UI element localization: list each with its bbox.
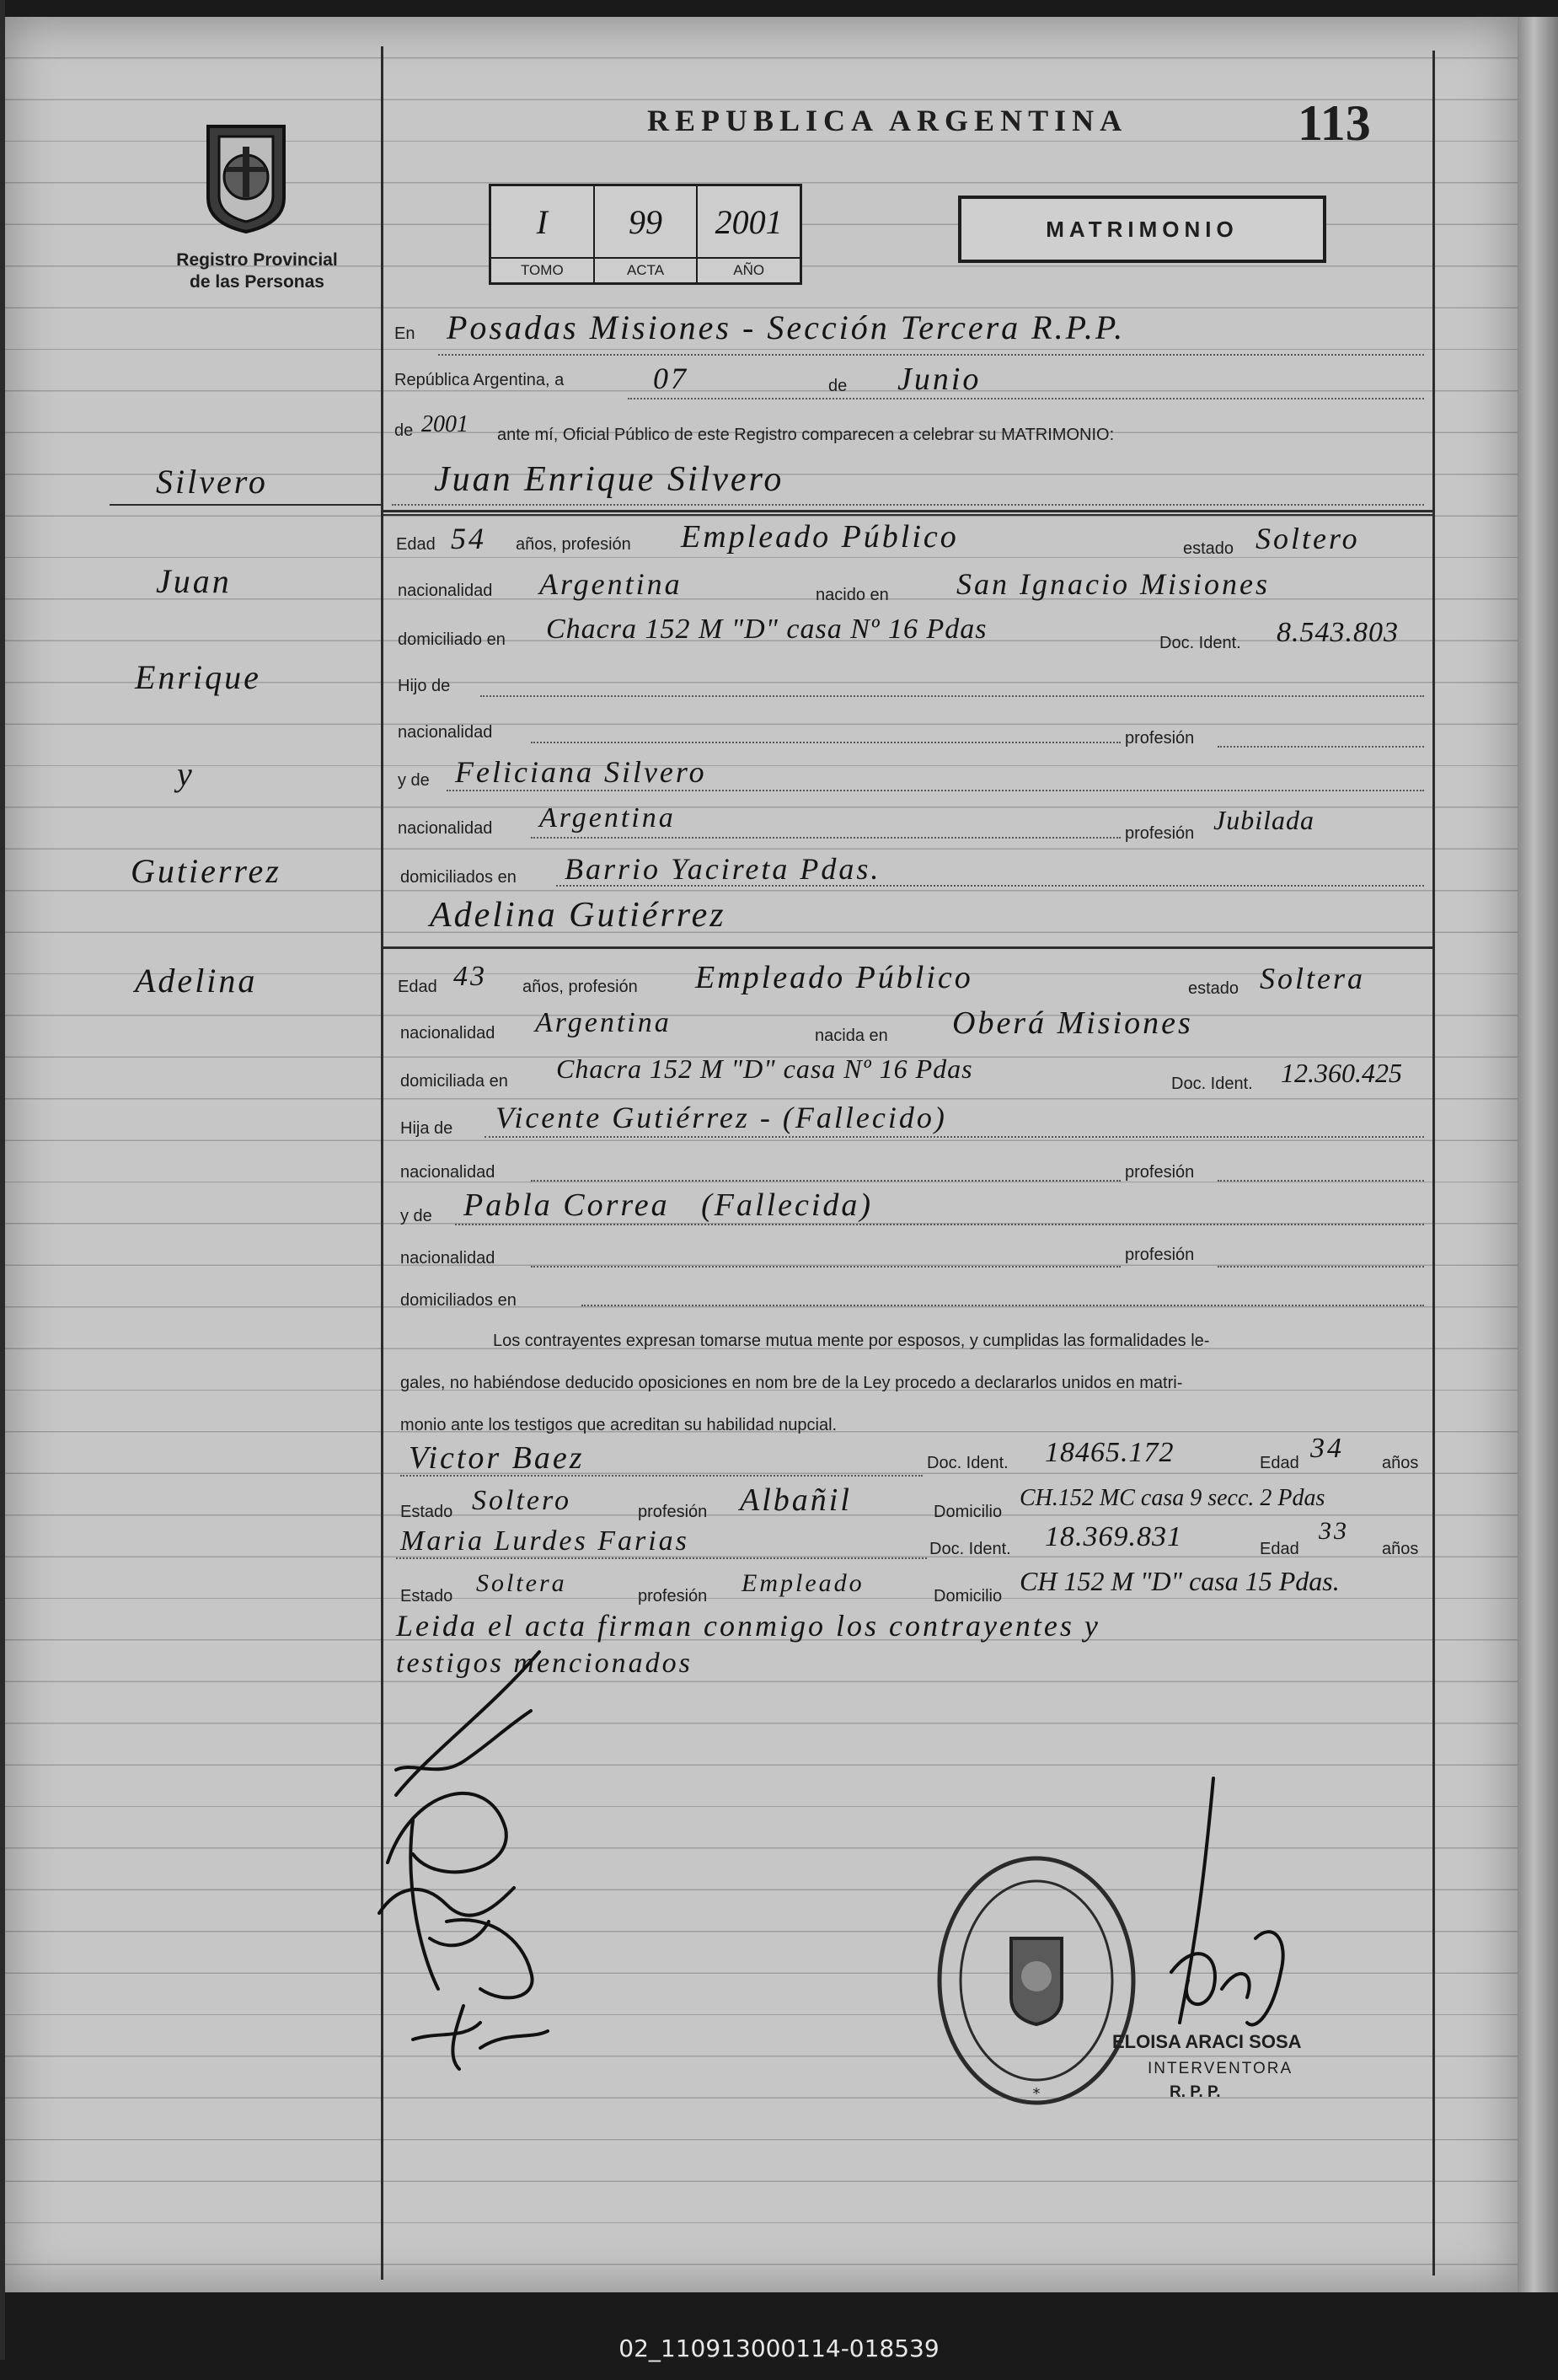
dots [628,398,1424,399]
officer-title: INTERVENTORA [1148,2060,1293,2077]
intro-text: ante mí, Oficial Público de este Registro comparecen a celebrar su MATRIMONIO: [497,426,1115,444]
groom-estado: Soltero [1256,522,1360,555]
signatures-icon [362,1635,581,2073]
bride-nacionalidad: Argentina [535,1007,672,1038]
bride-profesion: Empleado Público [695,960,973,995]
image-caption: 02_110913000114-018539 [618,2334,940,2362]
nacionalidad-label: nacionalidad [398,582,493,600]
groom-doc: 8.543.803 [1277,617,1399,648]
book-edge [1518,17,1558,2292]
groom-madre: Feliciana Silvero [455,755,707,789]
edad-label: Edad [1260,1454,1299,1472]
edad-label: Edad [398,978,437,996]
bride-doc: 12.360.425 [1281,1058,1402,1088]
domicilio-label: domiciliada en [400,1072,508,1091]
rule-groom [381,514,1434,516]
groom-nacido: San Ignacio Misiones [956,567,1270,601]
nac-padre-label: nacionalidad [398,723,493,742]
groom-domicilio-padres: Barrio Yacireta Pdas. [565,852,881,886]
domicilio-padres-label: domiciliados en [400,1291,517,1310]
edad-label: Edad [1260,1540,1299,1558]
estado-label: Estado [400,1503,453,1521]
witness1-profesion: Albañil [740,1482,852,1518]
country-title: REPUBLICA ARGENTINA [647,104,1128,137]
groom-name: Juan Enrique Silvero [434,460,784,499]
registry-emblem-icon [195,118,297,236]
domicilio-label: Domicilio [934,1503,1003,1521]
yde-label: y de [398,771,430,790]
prof-madre-label: profesión [1125,1246,1195,1264]
doc-label: Doc. Ident. [1159,634,1241,652]
dots [396,1557,927,1559]
dots [392,504,1424,506]
hijo-label: Hijo de [398,677,451,695]
prof-padre-label: profesión [1125,729,1195,748]
margin-name-4: y [177,755,195,793]
dots [455,1224,1424,1225]
yde-label: y de [400,1207,432,1225]
witness2-estado: Soltera [476,1569,567,1597]
groom-edad: 54 [451,522,486,555]
svg-text:*: * [1032,2085,1041,2103]
page-number: 113 [1298,95,1371,151]
doc-label: Doc. Ident. [929,1540,1011,1558]
republica-label: República Argentina, a [394,371,565,389]
official-seal-icon [927,1846,1146,2115]
bride-padre: Vicente Gutiérrez - (Fallecido) [495,1101,947,1134]
nacido-label: nacido en [816,586,889,604]
groom-nacionalidad: Argentina [539,567,683,601]
witness2-edad: 33 [1319,1517,1349,1545]
nac-madre-label: nacionalidad [400,1249,495,1268]
dots [1218,746,1424,748]
tomo-cell: I TOMO [491,186,595,282]
dots [438,354,1424,356]
dots [1218,1266,1424,1268]
witness1-doc: 18465.172 [1045,1437,1175,1468]
margin-name-5: Gutierrez [131,852,281,890]
margin-name-3: Enrique [135,658,261,696]
month: Junio [897,362,982,397]
year-prefix: de [394,421,414,440]
witness1-domicilio: CH.152 MC casa 9 secc. 2 Pdas [1020,1485,1325,1511]
acta-cell: 99 ACTA [595,186,699,282]
groom-domicilio: Chacra 152 M "D" casa Nº 16 Pdas [546,614,988,645]
registry-name: Registro Provincial de las Personas [176,250,338,292]
place: Posadas Misiones - Sección Tercera R.P.P. [447,308,1126,346]
profesion-label: profesión [638,1587,708,1605]
anos-profesion-label: años, profesión [516,535,631,554]
margin-name-6: Adelina [135,962,258,1000]
anos-profesion-label: años, profesión [522,978,638,996]
day: 07 [653,362,688,395]
bride-estado: Soltera [1260,962,1365,995]
domicilio-padres-label: domiciliados en [400,868,517,887]
closing-line-1: Leida el acta firman conmigo los contrayentes y [396,1609,1100,1643]
nac-padre-label: nacionalidad [400,1163,495,1182]
officer-office: R. P. P. [1170,2083,1221,2101]
dots [581,1305,1424,1306]
bride-edad: 43 [453,961,487,992]
nac-madre-label: nacionalidad [398,819,493,838]
anos-label: años [1382,1540,1419,1558]
dots [447,790,1424,791]
dots [531,1266,1121,1268]
witness2-name: Maria Lurdes Farias [400,1525,689,1557]
officer-name: ELOISA ARACI SOSA [1112,2031,1302,2052]
prof-padre-label: profesión [1125,1163,1195,1182]
witness2-doc: 18.369.831 [1045,1521,1182,1552]
dots [531,837,1121,839]
groom-nac-madre: Argentina [539,802,676,834]
rule-bride [381,946,1434,949]
record-box [489,184,802,285]
right-border [1432,51,1435,2275]
dots [531,742,1121,743]
nacionalidad-label: nacionalidad [400,1024,495,1043]
bride-nacida: Oberá Misiones [952,1005,1193,1041]
dots [480,695,1424,697]
dots [485,1136,1424,1138]
witness2-profesion: Empleado [742,1569,865,1597]
witness2-domicilio: CH 152 M "D" casa 15 Pdas. [1020,1566,1340,1596]
domicilio-label: domiciliado en [398,630,506,649]
declaration-line-2: gales, no habiéndose deducido oposiciones en nom bre de la Ley procedo a declararlos unidos en matri- [400,1374,1183,1392]
domicilio-label: Domicilio [934,1587,1003,1605]
doc-label: Doc. Ident. [1171,1075,1253,1093]
declaration-line-1: Los contrayentes expresan tomarse mutua mente por esposos, y cumplidas las formalidades le- [493,1332,1210,1350]
margin-name-2: Juan [156,562,232,600]
nacida-label: nacida en [815,1027,888,1045]
officer-signature-icon [1146,1770,1314,2048]
estado-label: Estado [400,1587,453,1605]
bride-domicilio: Chacra 152 M "D" casa Nº 16 Pdas [556,1053,973,1084]
witness1-estado: Soltero [472,1485,571,1516]
doc-label: Doc. Ident. [927,1454,1009,1472]
year: 2001 [421,411,468,437]
de-label: de [828,377,848,395]
edad-label: Edad [396,535,436,554]
hija-label: Hija de [400,1119,453,1138]
anos-label: años [1382,1454,1419,1472]
dots [1218,1180,1424,1182]
ano-cell: 2001 AÑO [698,186,800,282]
declaration-line-3: monio ante los testigos que acreditan su habilidad nupcial. [400,1416,838,1434]
groom-profesion: Empleado Público [681,519,959,555]
rule-margin-top [110,504,381,506]
witness1-edad: 34 [1310,1433,1344,1464]
witness1-name: Victor Baez [409,1440,585,1476]
prof-madre-label: profesión [1125,824,1195,843]
margin-name-1: Silvero [156,463,268,501]
en-label: En [394,324,415,343]
rule-top [381,510,1434,512]
profesion-label: profesión [638,1503,708,1521]
bride-madre: Pabla Correa (Fallecida) [463,1187,874,1223]
dots [531,1180,1121,1182]
closing-line-2: testigos mencionados [396,1648,693,1679]
bride-name: Adelina Gutiérrez [430,896,726,935]
estado-label: estado [1188,979,1239,998]
document-type-box: MATRIMONIO [958,196,1326,263]
dots [556,885,1424,887]
estado-label: estado [1183,539,1234,558]
dots [400,1475,923,1477]
groom-prof-madre: Jubilada [1213,805,1314,835]
